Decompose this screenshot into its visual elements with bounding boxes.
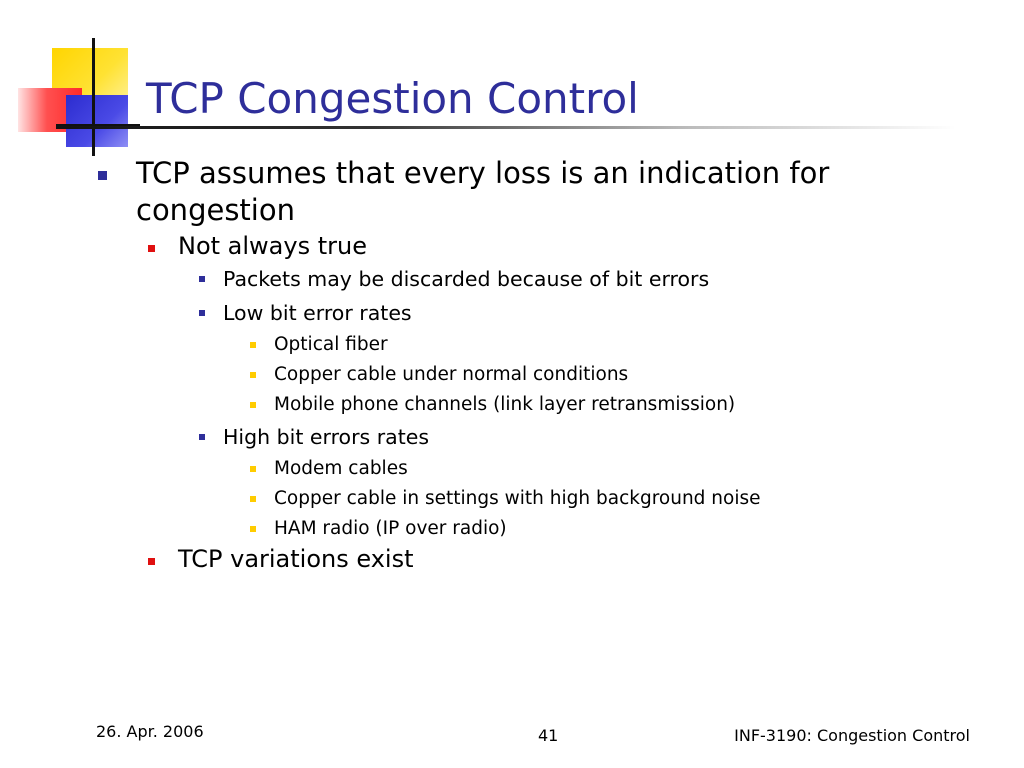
bullet-level3-high-bit-error <box>96 420 976 454</box>
slide-title: TCP Congestion Control <box>146 74 639 123</box>
bullet-text: HAM radio (IP over radio) <box>274 518 507 539</box>
bullet-text: High bit errors rates <box>223 425 430 449</box>
bullet-level2-not-always-true <box>96 231 976 262</box>
bullet-text: Modem cables <box>274 458 408 479</box>
bullet-text-continued: congestion <box>136 193 295 227</box>
square-bullet-icon <box>199 434 205 440</box>
square-bullet-icon <box>250 402 256 408</box>
bullet-text: Packets may be discarded because of bit errors <box>223 267 710 291</box>
bullet-level4-optical-fiber <box>96 330 976 360</box>
square-bullet-icon <box>199 276 205 282</box>
bullet-text: Low bit error rates <box>223 301 412 325</box>
footer-slide-number: 41 <box>538 726 559 745</box>
bullet-level2-tcp-variations <box>96 544 976 575</box>
slide-content <box>96 155 976 575</box>
square-bullet-icon <box>148 245 155 252</box>
bullet-level3-packets-discarded <box>96 262 976 296</box>
square-bullet-icon <box>148 558 155 565</box>
bullet-level1-loss-assumption <box>96 155 976 229</box>
square-bullet-icon <box>98 171 107 180</box>
bullet-text: Copper cable in settings with high background noise <box>274 488 761 509</box>
logo-blue-square <box>66 95 128 147</box>
slide-logo-decoration <box>0 0 150 160</box>
bullet-level4-mobile-phone <box>96 390 976 420</box>
square-bullet-icon <box>250 496 256 502</box>
bullet-text: TCP assumes that every loss is an indication for <box>136 156 830 190</box>
square-bullet-icon <box>250 372 256 378</box>
square-bullet-icon <box>199 310 205 316</box>
bullet-text: Copper cable under normal conditions <box>274 364 629 385</box>
square-bullet-icon <box>250 526 256 532</box>
bullet-text: TCP variations exist <box>178 545 414 573</box>
footer-date: 26. Apr. 2006 <box>96 722 204 741</box>
bullet-level4-copper-noise <box>96 484 976 514</box>
title-underline <box>56 126 956 129</box>
square-bullet-icon <box>250 466 256 472</box>
logo-vertical-line <box>92 38 95 156</box>
bullet-text: Not always true <box>178 232 367 260</box>
bullet-level4-copper-normal <box>96 360 976 390</box>
bullet-level3-low-bit-error <box>96 296 976 330</box>
bullet-level4-modem-cables <box>96 454 976 484</box>
bullet-level4-ham-radio <box>96 514 976 544</box>
square-bullet-icon <box>250 342 256 348</box>
footer-course-title: INF-3190: Congestion Control <box>734 726 970 745</box>
bullet-text: Optical fiber <box>274 334 388 355</box>
bullet-text: Mobile phone channels (link layer retransmission) <box>274 394 736 415</box>
